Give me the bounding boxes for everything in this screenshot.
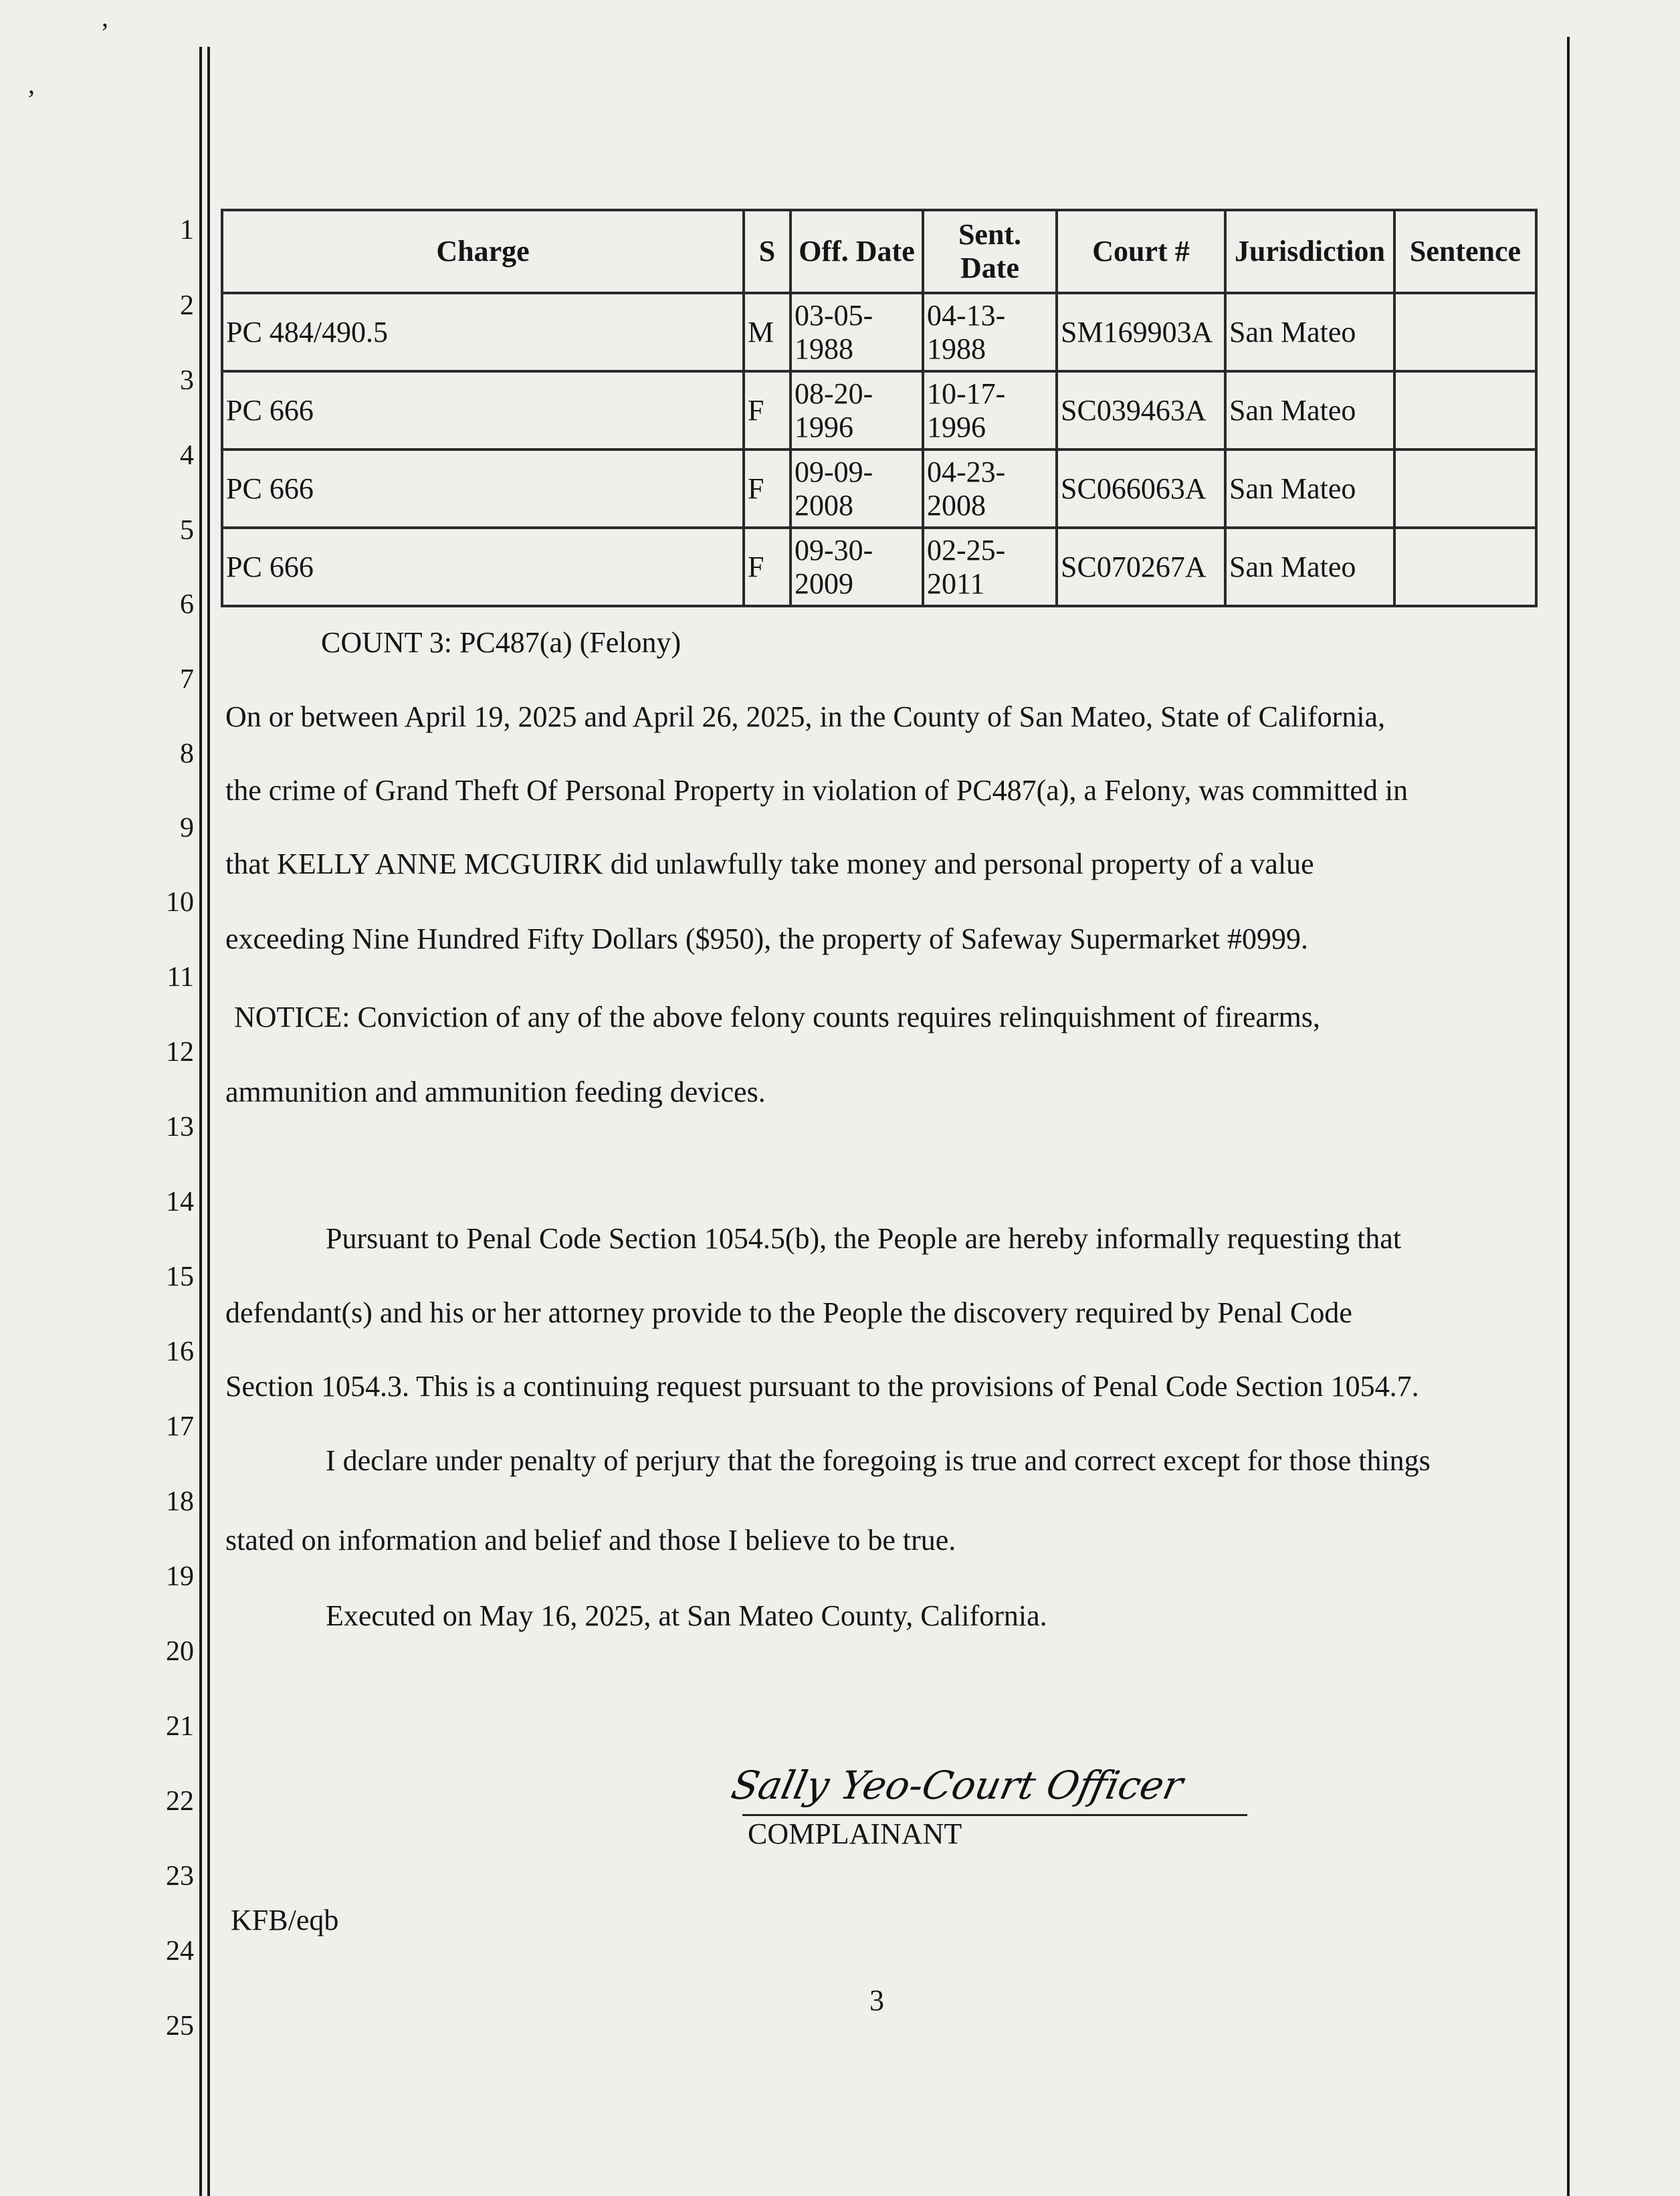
column-header-jurisdiction: Jurisdiction [1225, 210, 1394, 293]
discovery-line: defendant(s) and his or her attorney provide to the People the discovery required by Penal Code [225, 1296, 1352, 1329]
cell-sent-date: 10-17-1996 [923, 371, 1057, 450]
column-header-charge: Charge [222, 210, 744, 293]
discovery-line: Section 1054.3. This is a continuing request pursuant to the provisions of Penal Code Section 1054.7. [225, 1370, 1419, 1403]
declaration-line: I declare under penalty of perjury that the foregoing is true and correct except for those things [326, 1444, 1431, 1477]
right-margin-rule [1567, 37, 1570, 2196]
line-number: 7 [180, 664, 194, 695]
cell-court: SM169903A [1057, 293, 1225, 371]
table-row [222, 450, 1536, 528]
cell-s: F [744, 450, 791, 528]
cell-s: F [744, 371, 791, 450]
scan-speck: ’ [27, 84, 36, 114]
line-number: 18 [166, 1486, 194, 1517]
line-number: 19 [166, 1561, 194, 1592]
count-text-line: On or between April 19, 2025 and April 26, 2025, in the County of San Mateo, State of California, [225, 700, 1386, 733]
prior-convictions-table [221, 209, 1538, 607]
line-number: 23 [166, 1861, 194, 1892]
cell-court: SC039463A [1057, 371, 1225, 450]
cell-sent-date: 04-13-1988 [923, 293, 1057, 371]
table-row [222, 528, 1536, 606]
notice-line: ammunition and ammunition feeding devices. [225, 1076, 766, 1108]
left-margin-rule-inner [207, 47, 210, 2196]
signature-line [742, 1814, 1247, 1816]
cell-jurisdiction: San Mateo [1225, 528, 1394, 606]
count-text-line: that KELLY ANNE MCGUIRK did unlawfully take money and personal property of a value [225, 847, 1314, 880]
cell-off-date: 08-20-1996 [791, 371, 923, 450]
left-margin-rule-outer [199, 47, 202, 2196]
cell-sentence [1394, 371, 1536, 450]
line-number: 9 [180, 813, 194, 843]
notice-line: NOTICE: Conviction of any of the above felony counts requires relinquishment of firearms, [234, 1001, 1320, 1033]
line-number: 10 [166, 887, 194, 918]
line-number: 1 [180, 215, 194, 245]
line-number: 5 [180, 515, 194, 546]
cell-jurisdiction: San Mateo [1225, 371, 1394, 450]
cell-charge: PC 666 [222, 528, 744, 606]
line-number: 20 [166, 1636, 194, 1667]
line-number: 4 [180, 440, 194, 471]
line-number: 17 [166, 1411, 194, 1442]
table-row [222, 293, 1536, 371]
count-text-line: the crime of Grand Theft Of Personal Property in violation of PC487(a), a Felony, was committed in [225, 774, 1408, 807]
cell-sent-date: 04-23-2008 [923, 450, 1057, 528]
line-number: 2 [180, 290, 194, 321]
line-number: 16 [166, 1336, 194, 1367]
line-number: 3 [180, 365, 194, 396]
line-number: 22 [166, 1786, 194, 1817]
line-number: 14 [166, 1187, 194, 1217]
count-heading: COUNT 3: PC487(a) (Felony) [321, 626, 681, 659]
line-number: 21 [166, 1711, 194, 1742]
cell-sentence [1394, 528, 1536, 606]
line-number: 24 [166, 1936, 194, 1967]
cell-off-date: 03-05-1988 [791, 293, 923, 371]
cell-s: F [744, 528, 791, 606]
typist-initials: KFB/eqb [231, 1904, 339, 1936]
cell-sentence [1394, 450, 1536, 528]
cell-off-date: 09-09-2008 [791, 450, 923, 528]
cell-jurisdiction: San Mateo [1225, 450, 1394, 528]
executed-line: Executed on May 16, 2025, at San Mateo County, California. [326, 1599, 1047, 1632]
table-header-row [222, 210, 1536, 293]
cell-sent-date: 02-25-2011 [923, 528, 1057, 606]
count-text-line: exceeding Nine Hundred Fifty Dollars ($950), the property of Safeway Supermarket #0999. [225, 922, 1308, 955]
column-header-sent-date: Sent. Date [923, 210, 1057, 293]
table-row [222, 371, 1536, 450]
line-number: 25 [166, 2011, 194, 2041]
cell-court: SC066063A [1057, 450, 1225, 528]
line-number: 12 [166, 1037, 194, 1068]
line-number: 8 [180, 738, 194, 769]
cell-s: M [744, 293, 791, 371]
cell-sentence [1394, 293, 1536, 371]
column-header-off-date: Off. Date [791, 210, 923, 293]
line-number: 6 [180, 589, 194, 620]
cell-off-date: 09-30-2009 [791, 528, 923, 606]
scan-speck: ’ [100, 17, 110, 47]
column-header-s: S [744, 210, 791, 293]
complainant-label: COMPLAINANT [748, 1817, 962, 1850]
line-number: 13 [166, 1112, 194, 1142]
cell-court: SC070267A [1057, 528, 1225, 606]
page-number: 3 [869, 1984, 884, 2017]
cell-charge: PC 666 [222, 450, 744, 528]
discovery-line: Pursuant to Penal Code Section 1054.5(b), the People are hereby informally requesting that [326, 1222, 1402, 1255]
complainant-signature: Sally Yeo-Court Officer [727, 1763, 1187, 1808]
column-header-sentence: Sentence [1394, 210, 1536, 293]
column-header-court: Court # [1057, 210, 1225, 293]
cell-charge: PC 666 [222, 371, 744, 450]
line-number: 15 [166, 1262, 194, 1292]
cell-jurisdiction: San Mateo [1225, 293, 1394, 371]
cell-charge: PC 484/490.5 [222, 293, 744, 371]
line-number: 11 [167, 962, 194, 993]
declaration-line: stated on information and belief and those I believe to be true. [225, 1524, 956, 1557]
